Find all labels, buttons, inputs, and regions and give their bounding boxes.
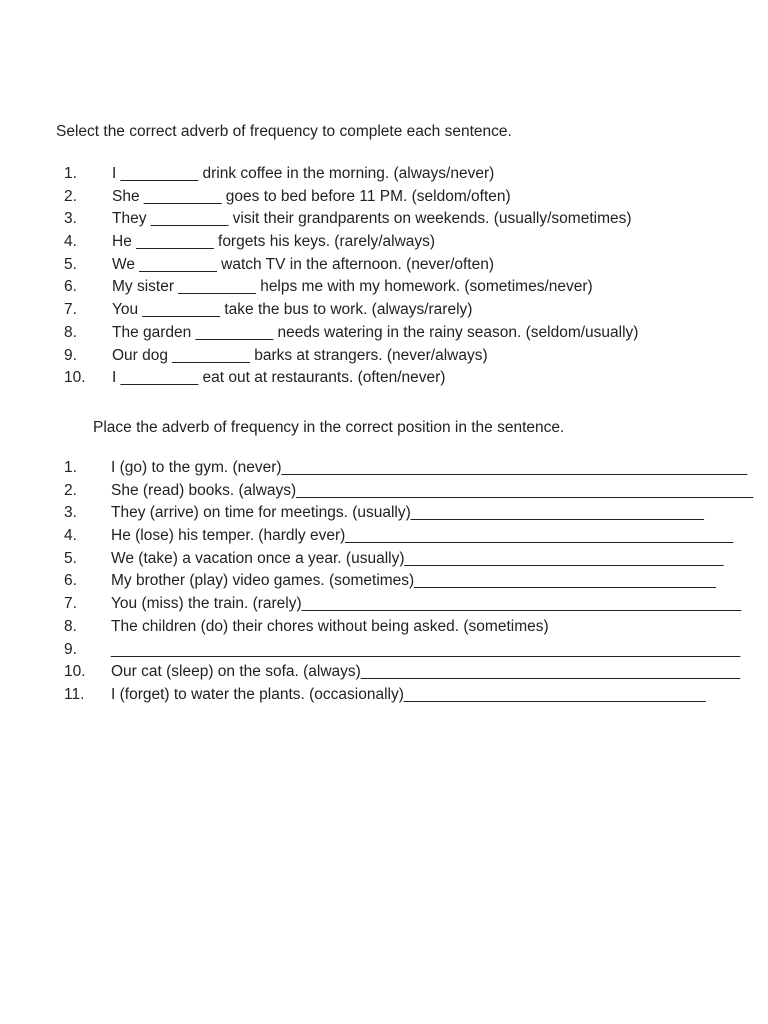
question-item bbox=[0, 276, 768, 299]
question-number: 9. bbox=[64, 640, 77, 658]
question-number: 7. bbox=[64, 595, 77, 613]
question-number: 6. bbox=[64, 278, 77, 296]
question-number: 3. bbox=[64, 210, 77, 228]
question-text: I (go) to the gym. (never)______________________________________________________ bbox=[111, 459, 748, 476]
question-item bbox=[0, 548, 768, 571]
section2-question-list bbox=[0, 457, 768, 707]
question-text: The children (do) their chores without being asked. (sometimes) bbox=[111, 617, 549, 635]
question-item bbox=[0, 525, 768, 548]
question-item bbox=[0, 457, 768, 480]
section2-instruction: Place the adverb of frequency in the correct position in the sentence. bbox=[93, 419, 565, 436]
question-number: 2. bbox=[64, 481, 77, 499]
question-item bbox=[0, 593, 768, 616]
question-text: You (miss) the train. (rarely)___________________________________________________ bbox=[111, 595, 742, 613]
question-number: 4. bbox=[64, 527, 77, 545]
question-item bbox=[0, 322, 768, 345]
question-text: She _________ goes to bed before 11 PM. (seldom/often) bbox=[112, 187, 511, 205]
question-text: I (forget) to water the plants. (occasionally)___________________________________ bbox=[111, 685, 706, 703]
question-text: I _________ eat out at restaurants. (often/never) bbox=[112, 369, 446, 387]
question-item bbox=[0, 345, 768, 368]
question-text: I _________ drink coffee in the morning. (always/never) bbox=[112, 165, 495, 182]
question-text: The garden _________ needs watering in the rainy season. (seldom/usually) bbox=[112, 323, 639, 341]
question-item bbox=[0, 570, 768, 593]
question-item bbox=[0, 186, 768, 209]
question-number: 1. bbox=[64, 165, 77, 182]
question-number: 2. bbox=[64, 187, 77, 205]
section1-instruction: Select the correct adverb of frequency to complete each sentence. bbox=[56, 123, 512, 140]
question-text: My brother (play) video games. (sometimes)___________________________________ bbox=[111, 572, 716, 590]
question-number: 10. bbox=[64, 369, 86, 387]
question-number: 3. bbox=[64, 504, 77, 522]
question-item bbox=[0, 480, 768, 503]
question-item bbox=[0, 502, 768, 525]
question-number: 10. bbox=[64, 663, 86, 681]
question-number: 8. bbox=[64, 617, 77, 635]
question-number: 9. bbox=[64, 346, 77, 364]
question-text: We (take) a vacation once a year. (usually)_____________________________________ bbox=[111, 549, 724, 567]
question-text: My sister _________ helps me with my homework. (sometimes/never) bbox=[112, 278, 593, 296]
question-item bbox=[0, 661, 768, 684]
question-item bbox=[0, 208, 768, 231]
question-item bbox=[0, 231, 768, 254]
question-text: She (read) books. (always)_____________________________________________________ bbox=[111, 481, 754, 499]
question-text: They (arrive) on time for meetings. (usually)__________________________________ bbox=[111, 504, 704, 522]
question-number: 7. bbox=[64, 301, 77, 319]
question-number: 4. bbox=[64, 233, 77, 251]
question-item bbox=[0, 639, 768, 662]
question-text: Our cat (sleep) on the sofa. (always)____________________________________________ bbox=[111, 663, 741, 681]
section1-question-list bbox=[0, 163, 768, 390]
question-text: He _________ forgets his keys. (rarely/always) bbox=[112, 233, 436, 251]
question-item bbox=[0, 616, 768, 639]
question-item bbox=[0, 299, 768, 322]
question-text: _________________________________________________________________________ bbox=[111, 640, 741, 658]
question-number: 8. bbox=[64, 323, 77, 341]
question-number: 11. bbox=[64, 685, 85, 703]
question-text: Our dog _________ barks at strangers. (never/always) bbox=[112, 346, 488, 364]
question-item bbox=[0, 254, 768, 277]
question-text: He (lose) his temper. (hardly ever)_____________________________________________ bbox=[111, 527, 734, 545]
question-number: 5. bbox=[64, 549, 77, 567]
question-text: We _________ watch TV in the afternoon. (never/often) bbox=[112, 255, 495, 273]
question-number: 1. bbox=[64, 459, 77, 476]
question-number: 5. bbox=[64, 255, 77, 273]
question-item bbox=[0, 163, 768, 186]
question-number: 6. bbox=[64, 572, 77, 590]
question-text: They _________ visit their grandparents on weekends. (usually/sometimes) bbox=[112, 210, 632, 228]
question-text: You _________ take the bus to work. (always/rarely) bbox=[112, 301, 473, 319]
question-item bbox=[0, 367, 768, 390]
question-item bbox=[0, 684, 768, 707]
